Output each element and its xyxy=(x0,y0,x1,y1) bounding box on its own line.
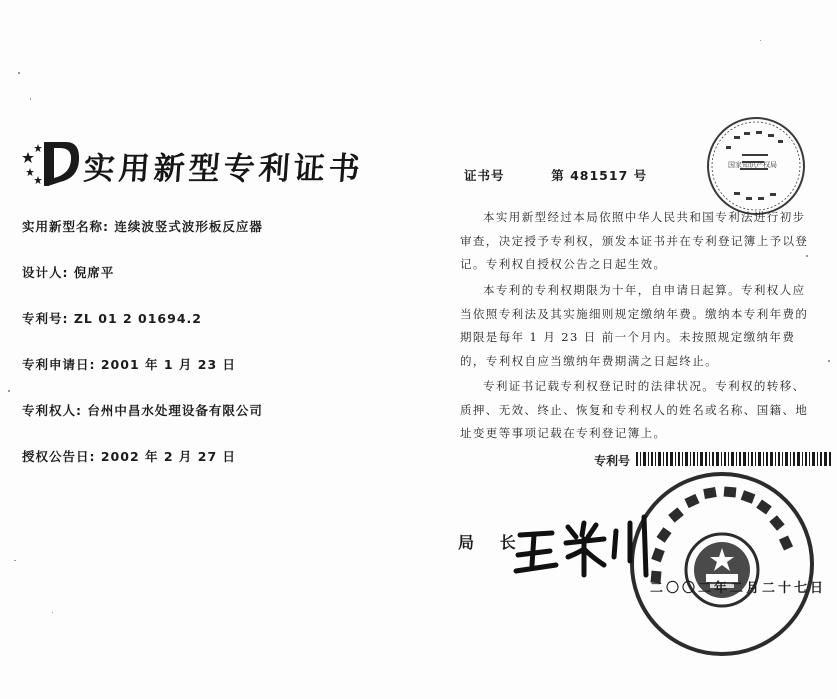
scan-speck xyxy=(760,40,761,41)
field-value: 2002 年 2 月 27 日 xyxy=(100,449,237,464)
designer-field xyxy=(22,263,114,281)
scan-speck xyxy=(14,560,16,561)
field-label: 实用新型名称: xyxy=(22,219,109,234)
field-value: 连续波竖式波形板反应器 xyxy=(114,219,263,234)
certificate-title: 实用新型专利证书 xyxy=(82,151,366,187)
certificate-number-label: 证书号 xyxy=(464,168,505,183)
footer-patent-number-label: 专利号 xyxy=(594,454,631,468)
grant-paragraph: 本实用新型经过本局依照中华人民共和国专利法进行初步审查，决定授予专利权，颁发本证书并在专利登记簿上予以登记。专利权自授权公告之日起生效。 xyxy=(460,210,809,271)
application-date-field xyxy=(22,355,236,373)
director-signature-icon xyxy=(512,505,662,585)
patent-number-field xyxy=(22,309,202,327)
utility-model-name-field xyxy=(22,217,263,235)
field-value: 台州中昌水处理设备有限公司 xyxy=(87,403,263,418)
field-label: 专利权人: xyxy=(22,403,82,418)
legal-status-paragraph: 专利证书记载专利权登记时的法律状况。专利权的转移、质押、无效、终止、恢复和专利权人的姓名或名称、国籍、地址变更等事项记载在专利登记簿上。 xyxy=(460,379,809,440)
field-value: 2001 年 1 月 23 日 xyxy=(100,357,237,372)
field-label: 授权公告日: xyxy=(22,449,96,464)
patent-office-logo-icon xyxy=(22,138,80,188)
scan-speck xyxy=(18,72,20,74)
field-value: ZL 01 2 01694.2 xyxy=(73,311,202,326)
small-seal-text: 国家知识产权局 xyxy=(728,161,777,169)
grant-announcement-date-field xyxy=(22,447,236,465)
certificate-number xyxy=(464,166,647,184)
term-paragraph: 本专利的专利权期限为十年，自申请日起算。专利权人应当依照专利法及其实施细则规定缴纳年费。缴纳本专利年费的期限是每年 1 月 23 日 前一个月内。未按照规定缴纳年费的，专利权自应当缴纳年费期满之日起终止。 xyxy=(460,283,809,368)
field-label: 专利号: xyxy=(22,311,69,326)
field-value: 倪席平 xyxy=(73,265,115,280)
patentee-field xyxy=(22,401,263,419)
issue-date: 二〇〇二年二月二十七日 xyxy=(650,581,827,596)
director-label: 局 长 xyxy=(458,533,526,552)
scan-speck xyxy=(52,612,53,613)
scan-speck xyxy=(8,390,10,392)
certificate-number-value: 第 481517 号 xyxy=(551,168,648,183)
field-label: 设计人: xyxy=(22,265,69,280)
barcode-icon xyxy=(636,452,832,466)
scan-speck xyxy=(828,360,830,362)
field-label: 专利申请日: xyxy=(22,357,96,372)
scan-speck xyxy=(30,98,31,100)
